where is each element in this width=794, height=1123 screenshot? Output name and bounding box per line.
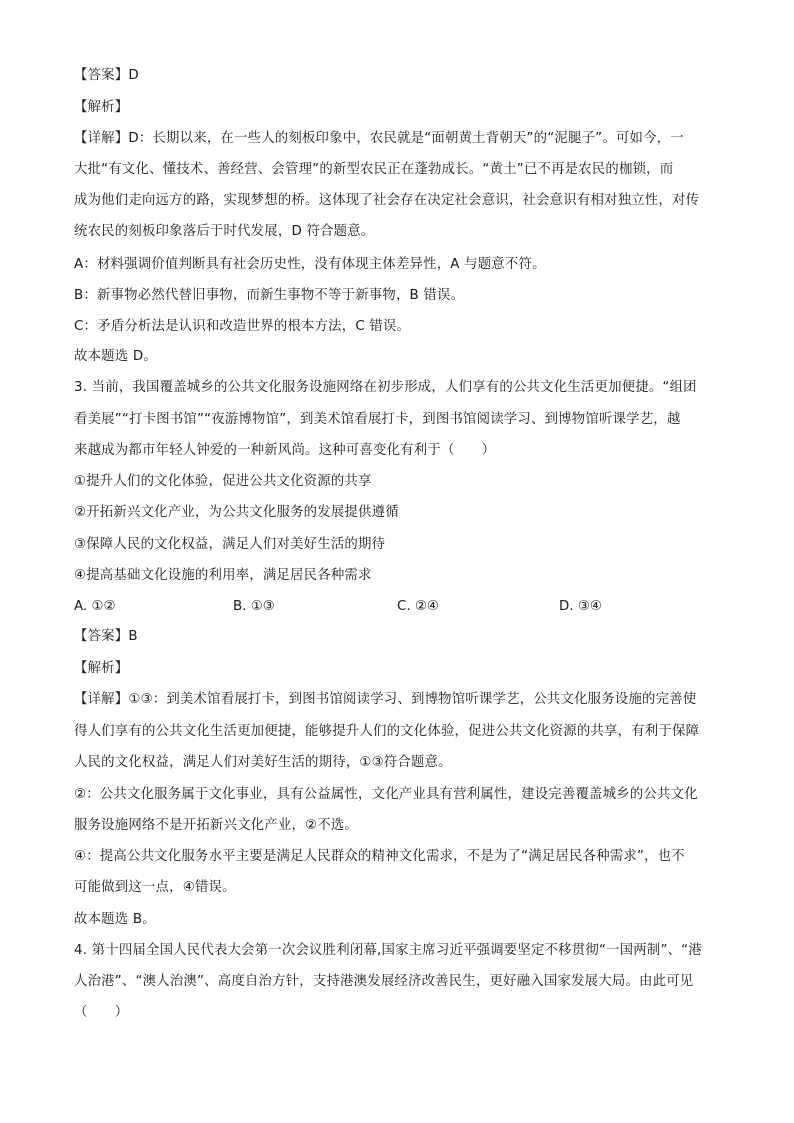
q4-stem-line: 人治港”、“澳人治澳”、高度自治方针，支持港澳发展经济改善民生，更好融入国家发展大局。由此可见 <box>74 974 694 989</box>
q3-stem-line: 看美展”“打卡图书馆”“夜游博物馆”，到美术馆看展打卡，到图书馆阅读学习、到博物馆听课学艺，越 <box>74 412 681 427</box>
q3-conclusion: 故本题选 B。 <box>74 912 156 927</box>
q2-detail-line: 统农民的刻板印象落后于时代发展，D 符合题意。 <box>74 224 375 239</box>
q2-detail-line: B：新事物必然代替旧事物，而新生事物不等于新事物，B 错误。 <box>74 288 465 303</box>
q4-stem-line: （ ） <box>74 1005 129 1020</box>
q3-option-d: D. ③④ <box>559 599 602 614</box>
q3-stem-line: 来越成为都市年轻人钟爱的一种新风尚。这种可喜变化有利于（ ） <box>74 443 496 458</box>
q2-conclusion: 故本题选 D。 <box>74 349 157 364</box>
q2-detail-line: 【详解】D：长期以来，在一些人的刻板印象中，农民就是“面朝黄土背朝天”的“泥腿子”。可如今，一 <box>74 131 684 146</box>
q2-answer: 【答案】D <box>74 68 139 83</box>
q3-detail-line: 得人们享有的公共文化生活更加便捷，能够提升人们的文化体验，促进公共文化资源的共享，有利于保障 <box>74 724 700 739</box>
q3-stem-line: 3. 当前，我国覆盖城乡的公共文化服务设施网络在初步形成，人们享有的公共文化生活更加便捷。“组团 <box>74 380 697 395</box>
q2-detail-line: 成为他们走向远方的路，实现梦想的桥。这体现了社会存在决定社会意识，社会意识有相对独立性，对传 <box>74 193 700 208</box>
q3-option-b: B. ①③ <box>233 599 275 614</box>
q3-detail-line: 服务设施网络不是开拓新兴文化产业，②不选。 <box>74 818 359 833</box>
q2-detail-line: 大批“有文化、懂技术、善经营、会管理”的新型农民正在蓬勃成长。“黄土”已不再是农民的枷锁，而 <box>74 162 674 177</box>
q3-item: ④提高基础文化设施的利用率，满足居民各种需求 <box>74 568 372 583</box>
q3-analysis-label: 【解析】 <box>74 661 129 676</box>
q3-item: ③保障人民的文化权益，满足人们对美好生活的期待 <box>74 537 386 552</box>
q3-option-a: A. ①② <box>74 599 116 614</box>
q3-detail-line: 可能做到这一点，④错误。 <box>74 880 236 895</box>
q3-detail-line: 人民的文化权益，满足人们对美好生活的期待，①③符合题意。 <box>74 755 452 770</box>
q3-detail-line: ②：公共文化服务属于文化事业，具有公益属性，文化产业具有营利属性，建设完善覆盖城乡的公共文化 <box>74 787 698 802</box>
q3-item: ①提升人们的文化体验，促进公共文化资源的共享 <box>74 474 372 489</box>
q3-option-c: C. ②④ <box>397 599 439 614</box>
q2-detail-line: A：材料强调价值判断具有社会历史性，没有体现主体差异性，A 与题意不符。 <box>74 257 546 272</box>
q2-analysis-label: 【解析】 <box>74 100 129 115</box>
q2-detail-line: C：矛盾分析法是认识和改造世界的根本方法，C 错误。 <box>74 319 411 334</box>
q3-item: ②开拓新兴文化产业，为公共文化服务的发展提供遵循 <box>74 505 399 520</box>
q3-answer: 【答案】B <box>74 629 138 644</box>
q4-stem-line: 4. 第十四届全国人民代表大会第一次会议胜利闭幕,国家主席习近平强调要坚定不移贯彻“一国两制”、“港 <box>74 943 702 958</box>
q3-detail-line: 【详解】①③：到美术馆看展打卡，到图书馆阅读学习、到博物馆听课学艺，公共文化服务设施的完善使 <box>74 692 697 707</box>
q3-detail-line: ④：提高公共文化服务水平主要是满足人民群众的精神文化需求，不是为了“满足居民各种需求”，也不 <box>74 849 685 864</box>
